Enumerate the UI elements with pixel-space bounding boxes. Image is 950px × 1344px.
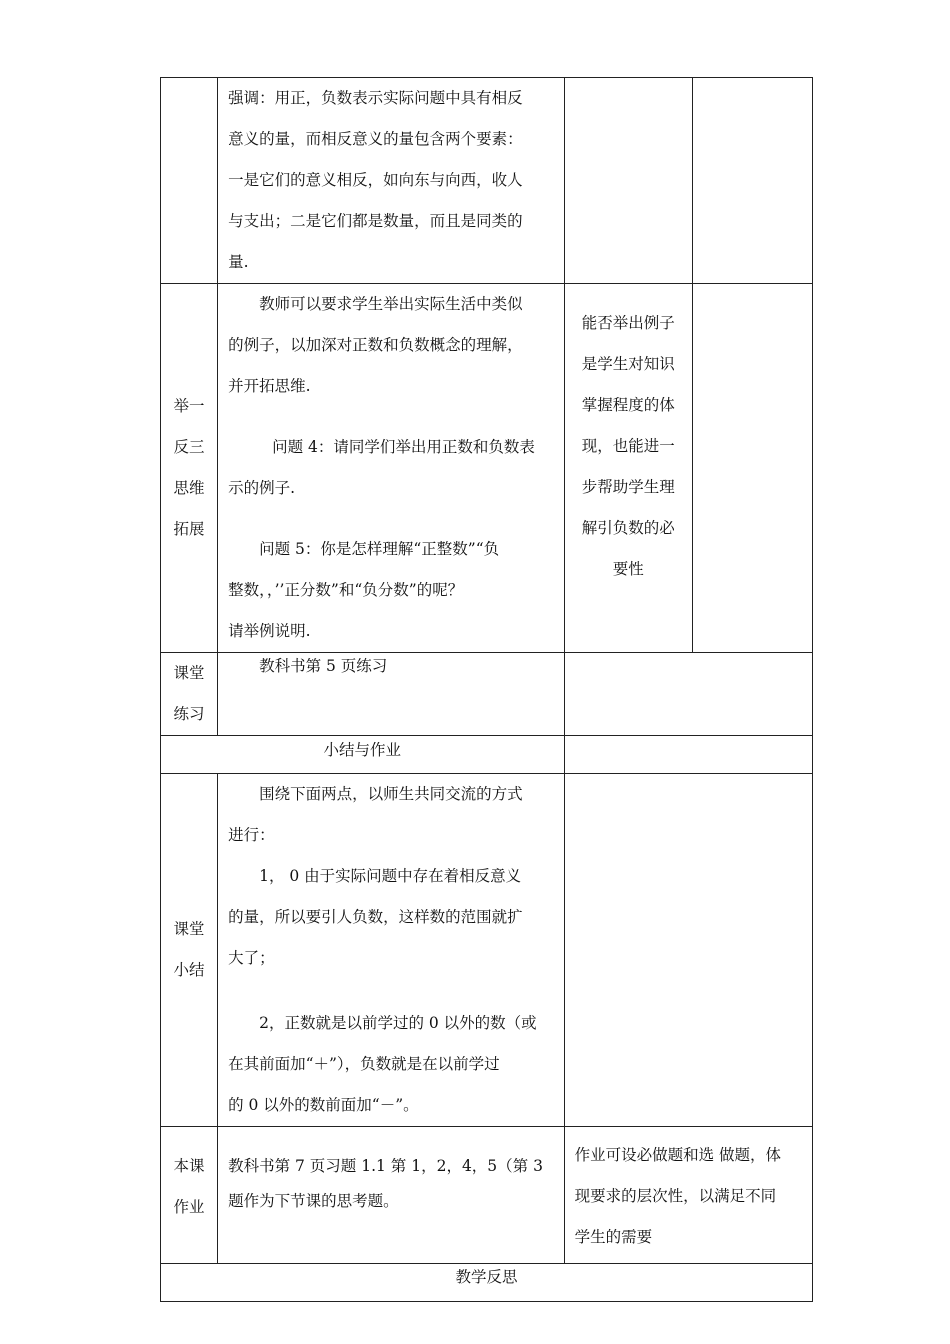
text-line: 围绕下面两点，以师生共同交流的方式 [259,785,523,803]
section-heading: 教学反思 [455,1268,518,1286]
summary-point-1: 1， 0 由于实际问题中存在着相反意义 [259,867,522,885]
practice-text: 教科书第 5 页练习 [259,657,388,675]
extension-text [218,284,564,652]
text-line: 并开拓思维. [228,377,311,395]
row-practice-content-cell [218,653,565,736]
text-line: 整数，，’’正分数”和“负分数”的呢？ [228,581,464,599]
homework-text [218,1127,564,1215]
row-extension-extra-cell [692,284,812,653]
row-homework-label-cell [161,1127,218,1264]
summary-point-2: 2，正数就是以前学过的 0 以外的数（或 [259,1014,537,1032]
row-emphasis-content-cell [218,78,565,284]
row-reflection [161,1264,813,1302]
text-line: 大了； [228,949,275,967]
row-emphasis [161,78,813,284]
text-line: 的例子，以加深对正数和负数概念的理解， [228,336,523,354]
row-summary-note-cell [564,774,812,1127]
text-line: 与支出；二是它们都是数量，而且是同类的 [228,212,523,230]
summary-heading-right-cell [564,736,812,774]
text-line: 示的例子. [228,479,296,497]
row-summary-content-cell [218,774,565,1127]
text-line: 题作为下节课的思考题。 [228,1192,399,1210]
row-practice [161,653,813,736]
row-summary-label-cell [161,774,218,1127]
text-line: 教师可以要求学生举出实际生活中类似 [259,295,523,313]
text-line: 教科书第 7 页习题 1.1 第 1，2，4，5（第 3 [228,1157,543,1175]
extension-note: 能否举出例子 是学生对知识 掌握程度的体 现，也能进一 步帮助学生理 解引负数的必 要性 [581,314,675,578]
row-summary-heading [161,736,813,774]
row-label: 课堂 小结 [173,920,205,979]
row-homework-note-cell [564,1127,812,1264]
text-line: 进行： [228,826,275,844]
row-emphasis-note-cell [564,78,692,284]
question-5: 问题 5：你是怎样理解“正整数”“负 [259,540,500,558]
text-line: 强调：用正，负数表示实际问题中具有相反 [228,89,523,107]
summary-heading-cell [161,736,565,774]
text-line: 一是它们的意义相反，如向东与向西，收人 [228,171,523,189]
row-label: 举一 反三 思维 拓展 [173,397,205,538]
row-label: 本课 作业 [173,1157,205,1216]
row-emphasis-extra-cell [692,78,812,284]
text-line: 在其前面加“＋”），负数就是在以前学过 [228,1055,500,1073]
text-line: 的 0 以外的数前面加“－”。 [228,1096,419,1114]
emphasis-text [218,78,564,283]
reflection-cell [161,1264,813,1302]
row-practice-note-cell [564,653,812,736]
question-4: 问题 4：请同学们举出用正数和负数表 [272,438,535,456]
homework-note: 作业可设必做题和选 做题，体 现要求的层次性，以满足不同 学生的需要 [574,1146,782,1246]
row-label: 课堂 练习 [173,664,205,723]
section-heading: 小结与作业 [323,741,402,759]
row-summary [161,774,813,1127]
row-extension-content-cell [218,284,565,653]
summary-text [218,774,564,1126]
lesson-plan-table [160,77,813,1302]
text-line: 的量，所以要引人负数，这样数的范围就扩 [228,908,523,926]
row-emphasis-label-cell [161,78,218,284]
text-line: 量. [228,253,249,271]
row-extension [161,284,813,653]
row-extension-note-cell [564,284,692,653]
row-extension-label-cell [161,284,218,653]
text-line: 请举例说明. [228,622,311,640]
row-practice-label-cell [161,653,218,736]
text-line: 意义的量，而相反意义的量包含两个要素： [228,130,523,148]
row-homework-content-cell [218,1127,565,1264]
row-homework [161,1127,813,1264]
